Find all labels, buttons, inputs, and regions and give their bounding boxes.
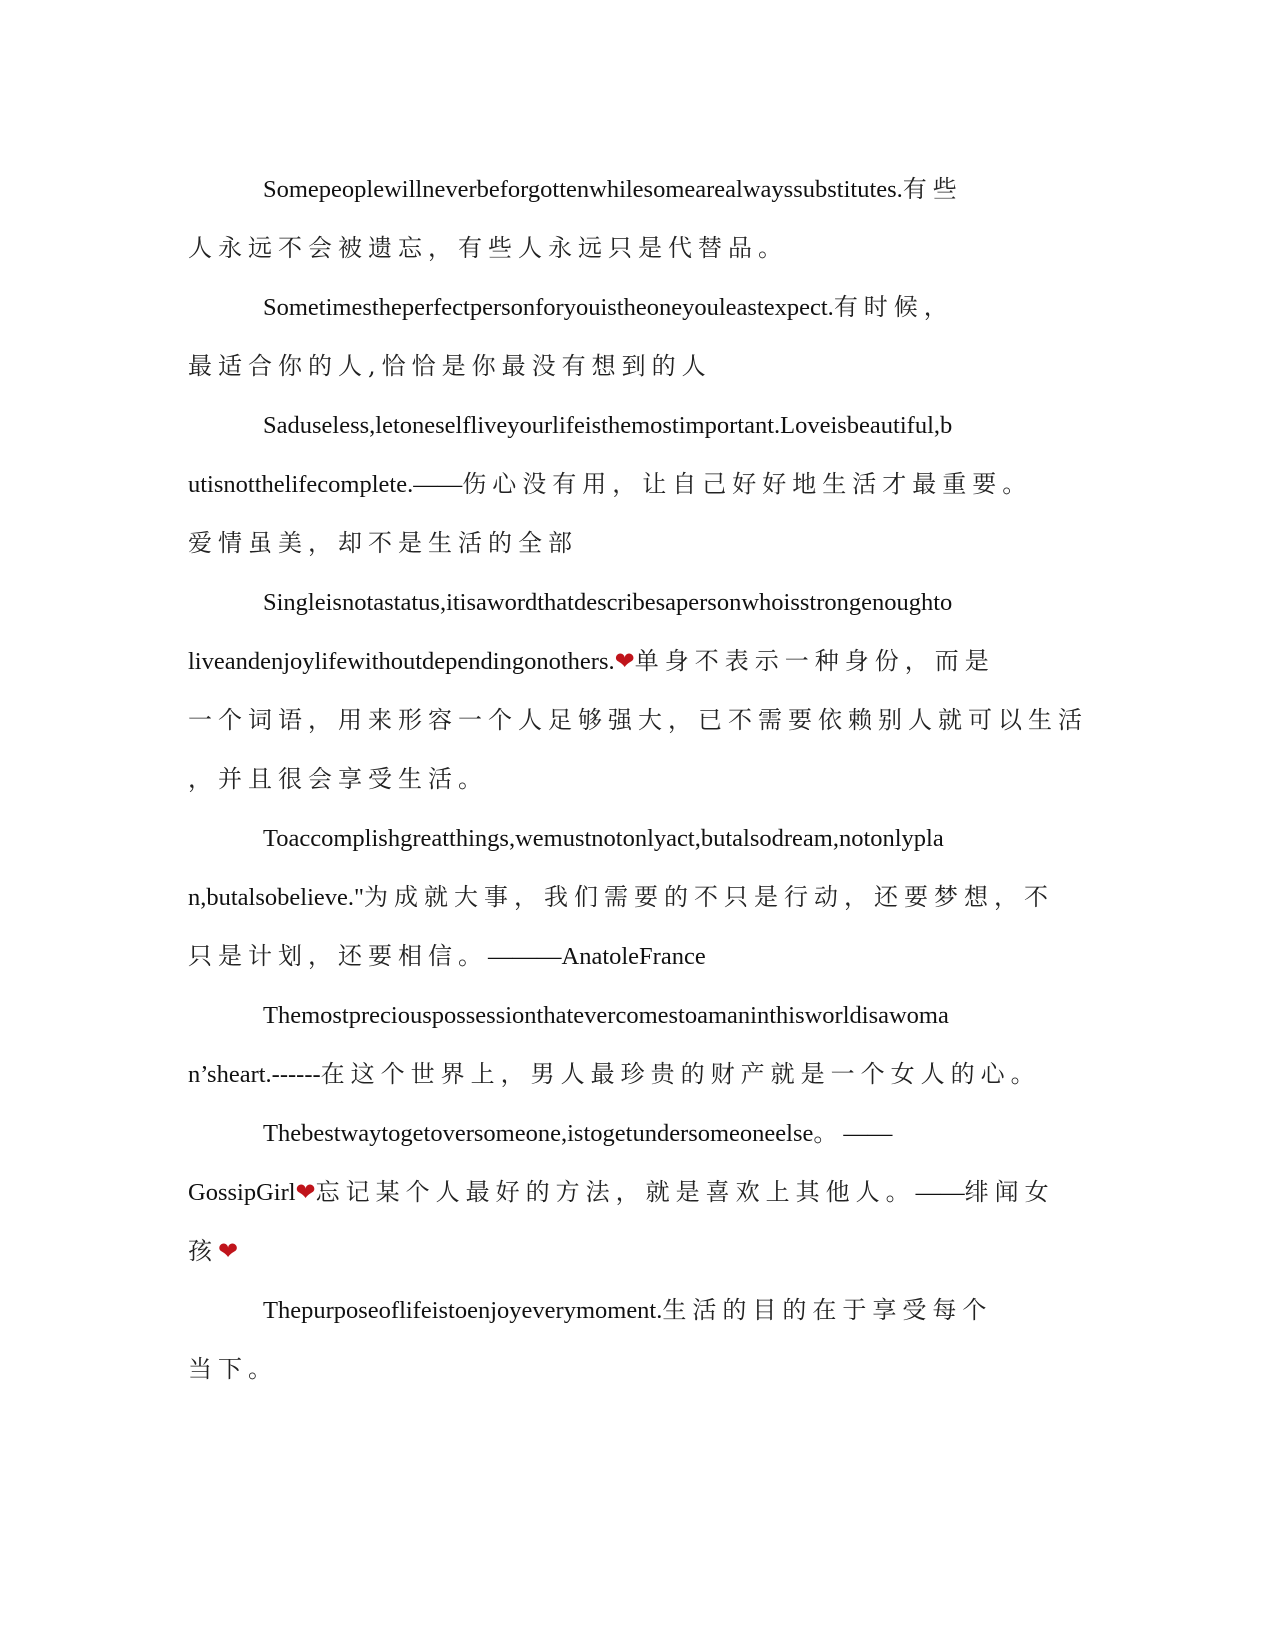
text-line	[188, 1281, 1083, 1340]
text-line	[188, 927, 1083, 986]
text-line	[188, 1045, 1083, 1104]
english-text: Sometimestheperfectpersonforyouistheoneyouleastexpect.	[263, 294, 834, 321]
text-line	[188, 750, 1083, 809]
english-text: ———AnatoleFrance	[488, 943, 706, 970]
text-line	[188, 1222, 1083, 1281]
chinese-text: 当下。	[188, 1355, 278, 1383]
paragraph	[188, 1104, 1083, 1281]
paragraph	[188, 809, 1083, 986]
text-line	[188, 396, 1083, 455]
text-line	[188, 278, 1083, 337]
chinese-text: 单身不表示一种身份，而是	[634, 647, 995, 675]
chinese-text: 忘记某个人最好的方法，就是喜欢上其他人。	[315, 1178, 916, 1206]
english-text: Toaccomplishgreatthings,wemustnotonlyact,butalsodream,notonlypla	[263, 825, 944, 852]
english-text: Themostpreciouspossessionthatevercomestoamaninthisworldisawoma	[263, 1002, 949, 1029]
english-text: Thepurposeoflifeistoenjoyeverymoment.	[263, 1297, 663, 1324]
text-line	[188, 337, 1083, 396]
text-line	[188, 219, 1083, 278]
english-text: n’sheart.------	[188, 1061, 321, 1088]
paragraph	[188, 160, 1083, 278]
chinese-text: ，并且很会享受生活。	[188, 765, 488, 793]
text-line	[188, 1163, 1083, 1222]
english-text: ——	[915, 1179, 965, 1206]
document-body	[188, 160, 1088, 1399]
chinese-text: 爱情虽美，却不是生活的全部	[188, 529, 578, 557]
chinese-text: 人永远不会被遗忘，有些人永远只是代替品。	[188, 234, 788, 262]
english-text: Saduseless,letoneselfliveyourlifeisthemostimportant.Loveisbeautiful,b	[263, 412, 953, 439]
text-line	[188, 632, 1083, 691]
chinese-text: 为成就大事，我们需要的不只是行动，还要梦想，不	[364, 883, 1055, 911]
english-text: Somepeoplewillneverbeforgottenwhilesomearealwayssubstitutes.	[263, 176, 903, 203]
text-line	[188, 455, 1083, 514]
paragraph	[188, 573, 1088, 809]
chinese-text: 最适合你的人,恰恰是你最没有想到的人	[188, 352, 712, 380]
text-line	[188, 809, 1083, 868]
heart-icon: ❤	[218, 1237, 239, 1265]
chinese-text: 有时候，	[833, 293, 954, 321]
chinese-text: 伤心没有用，让自己好好地生活才最重要。	[462, 470, 1033, 498]
chinese-text: 只是计划，还要相信。	[188, 942, 488, 970]
text-line	[188, 691, 1088, 750]
chinese-text: 在这个世界上，男人最珍贵的财产就是一个女人的心。	[320, 1060, 1041, 1088]
english-text: ——	[843, 1120, 893, 1147]
english-text: GossipGirl	[188, 1179, 296, 1206]
chinese-text: 。	[813, 1119, 844, 1147]
chinese-text: 有些	[902, 175, 963, 203]
heart-icon: ❤	[614, 647, 635, 675]
english-text: n,butalsobelieve."	[188, 884, 365, 911]
chinese-text: 一个词语，用来形容一个人足够强大，已不需要依赖别人就可以生活	[188, 706, 1088, 734]
english-text: liveandenjoylifewithoutdependingonothers.	[188, 648, 615, 675]
paragraph	[188, 396, 1083, 573]
text-line	[188, 160, 1083, 219]
chinese-text: 绯闻女	[964, 1178, 1055, 1206]
text-line	[188, 868, 1083, 927]
chinese-text: 生活的目的在于享受每个	[662, 1296, 993, 1324]
english-text: utisnotthelifecomplete.——	[188, 471, 463, 498]
paragraph	[188, 1281, 1083, 1399]
text-line	[188, 573, 1083, 632]
paragraph	[188, 986, 1083, 1104]
text-line	[188, 1104, 1083, 1163]
english-text: Singleisnotastatus,itisawordthatdescribesapersonwhoisstrongenoughto	[263, 589, 953, 616]
text-line	[188, 1340, 1083, 1399]
english-text: Thebestwaytogetoversomeone,istogetundersomeoneelse	[263, 1120, 814, 1147]
heart-icon: ❤	[295, 1178, 316, 1206]
chinese-text: 孩	[188, 1237, 218, 1265]
paragraph	[188, 278, 1083, 396]
text-line	[188, 514, 1083, 573]
text-line	[188, 986, 1083, 1045]
